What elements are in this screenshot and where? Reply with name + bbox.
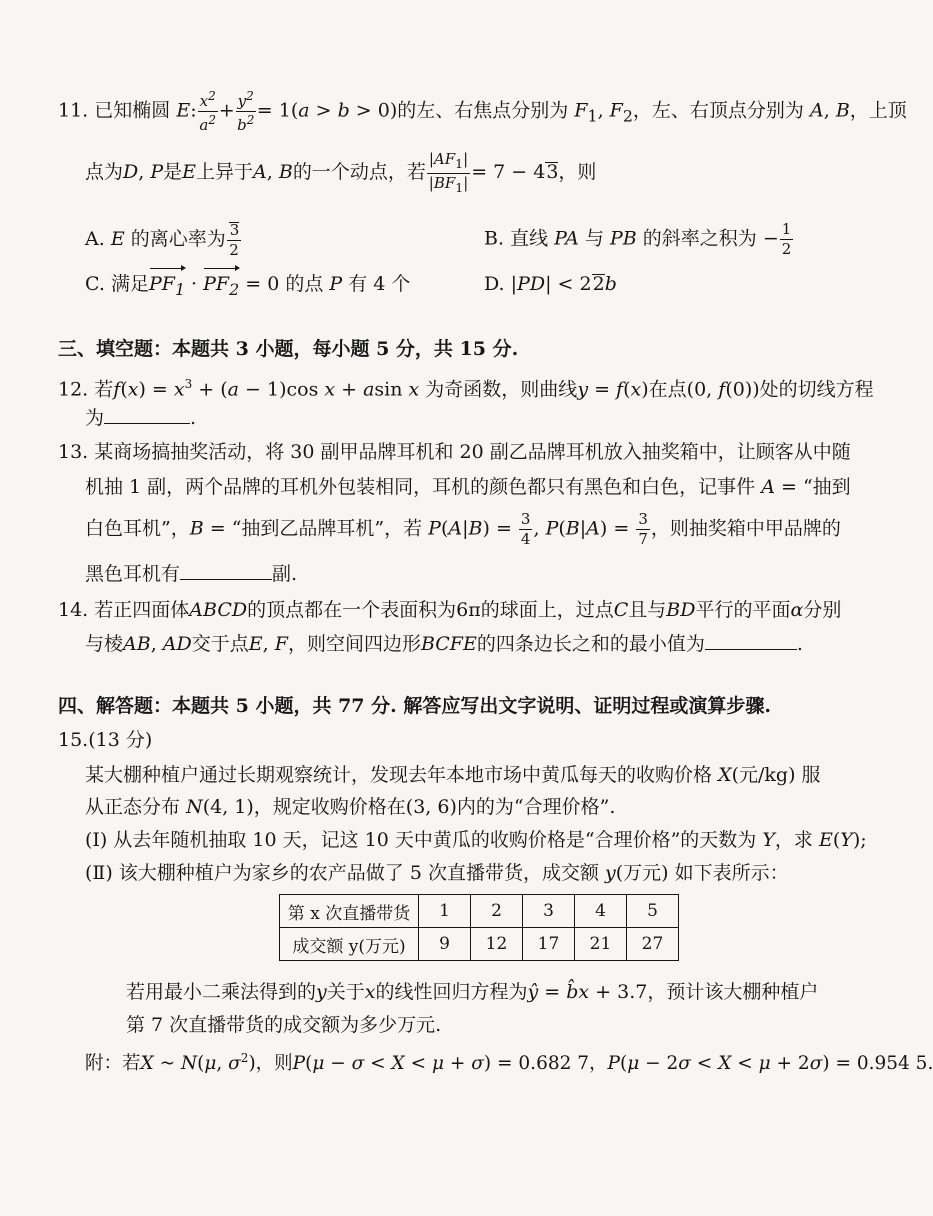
table-cell: 3 [523,895,575,928]
answer-blank[interactable] [180,561,272,580]
q11-option-b: B. 直线 PA 与 PB 的斜率之积为 − $\frac{1}{2}$ [484,220,792,258]
q15-part2: (Ⅱ) 该大棚种植户为家乡的农产品做了 5 次直播带货，成交额 y(万元) 如下表所示： [85,862,789,884]
table-row [280,928,679,961]
section3-title: 三、填空题：本题共 3 小题，每小题 5 分，共 15 分. [58,338,519,360]
q13-line2: 机抽 1 副，两个品牌的耳机外包装相同，耳机的颜色都只有黑色和白色，记事件 A = “抽到 [85,476,851,498]
q11-option-c: C. 满足$PF_1 \cdot PF_2 = 0$ 的点 P 有 4 个 [85,270,410,304]
q15-part1: (Ⅰ) 从去年随机抽取 10 天，记这 10 天中黄瓜的收购价格是“合理价格”的天数为 Y，求 E(Y); [85,829,867,851]
q11-option-a: A. E 的离心率为 $\frac{3}{2}$ [85,221,240,259]
q13-line1: 13. 某商场搞抽奖活动，将 30 副甲品牌耳机和 20 副乙品牌耳机放入抽奖箱中，让顾客从中随 [58,441,851,463]
q12-line1: 12. 若$f(x) = x^3 + (a - 1)\cos$ x + asin x 为奇函数，则曲线y = f(x)在点(0, f(0))处的切线方程 [58,377,874,401]
table-cell: 17 [523,928,575,961]
q14-line2: 与棱AB, AD交于点E, F，则空间四边形BCFE的四条边长之和的最小值为 . [85,633,803,655]
q11-line1: 11. 已知椭圆 E: $\frac{x^2}{a^2}$ + $\frac{y^2}{b^2}$ = 1(a > b > 0)的左、右焦点分别为 $F_1$, $F_2$，左、右顶点分别为 A, B，上顶 [58,89,907,134]
q12-line2: 为 . [85,407,197,429]
table-cell: 12 [471,928,523,961]
answer-blank[interactable] [104,405,190,424]
q11-line2: 点为D, P是E上异于A, B的一个动点，若 $\frac{|AF_1|}{|BF_1|}$ = 7 − 43，则 [85,150,597,195]
q15-after2: 第 7 次直播带货的成交额为多少万元. [126,1014,442,1036]
table-cell: 21 [575,928,627,961]
table-cell: 27 [627,928,679,961]
section4-title: 四、解答题：本题共 5 小题，共 77 分. 解答应写出文字说明、证明过程或演算步骤. [58,695,771,717]
sales-table [279,894,679,961]
q14-line1: 14. 若正四面体ABCD的顶点都在一个表面积为6π的球面上，过点C且与BD平行的平面α分别 [58,599,842,621]
table-cell: 2 [471,895,523,928]
table-head-x: 第 x 次直播带货 [280,895,419,928]
q15-line1: 某大棚种植户通过长期观察统计，发现去年本地市场中黄瓜每天的收购价格 X(元/kg) 服 [85,764,821,786]
q15-appendix: 附：若X ~ N(μ, $\sigma^2$)，则P(μ − σ < X < μ + σ) = 0.682 7，P(μ − 2σ < X < μ + 2σ) = 0.954 5. [85,1051,933,1075]
table-head-y: 成交额 y(万元) [280,928,419,961]
q11-option-d: D. |PD| < 22b [484,273,617,295]
q13-line4: 黑色耳机有 副. [85,563,298,585]
q15-line2: 从正态分布 N(4, 1)，规定收购价格在(3, 6)内的为“合理价格”. [85,796,616,818]
table-cell: 5 [627,895,679,928]
answer-blank[interactable] [705,631,797,650]
q15-after1: 若用最小二乘法得到的y关于x的线性回归方程为ŷ = b̂x + 3.7，预计该大棚种植户 [126,981,819,1003]
table-cell: 9 [419,928,471,961]
table-row [280,895,679,928]
table-cell: 1 [419,895,471,928]
q13-line3: 白色耳机”，B = “抽到乙品牌耳机”，若 P(A|B) = $\frac{3}{4}$ , P(B|A) = $\frac{3}{7}$ ，则抽奖箱中甲品牌的 [85,510,841,548]
table-cell: 4 [575,895,627,928]
q15-header: 15.(13 分) [58,729,153,751]
